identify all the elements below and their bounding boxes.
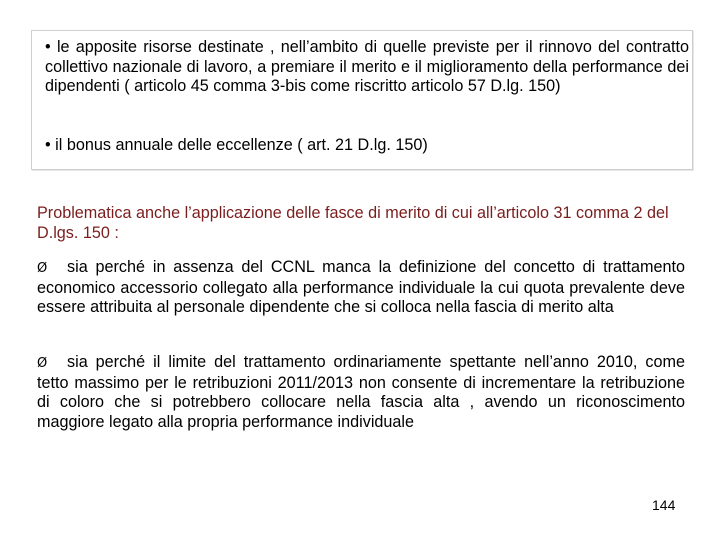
bullet-item-risorse (45, 38, 689, 97)
page-number: 144 (652, 497, 676, 513)
arrow-marker-icon: Ø (37, 356, 48, 371)
bullet-item-bonus (45, 136, 689, 156)
bullet-marker: • (45, 38, 51, 56)
bullet-marker: • (45, 136, 51, 154)
list-item-text: sia perché il limite del trattamento ordinariamente spettante nell’anno 2010, come tetto massimo per le retribuzioni 2011/2013 non consente di incrementare la retribuzione di coloro che si potrebbero collocare nella fascia alta , avendo un riconoscimento maggiore legato alla propria performance individuale (37, 353, 685, 431)
bullet-text: le apposite risorse destinate , nell’ambito di quelle previste per il rinnovo del contratto collettivo nazionale di lavoro, a premiare il merito e il miglioramento della performance dei dipendenti ( articolo 45 comma 3-bis come riscritto articolo 57 D.lg. 150) (45, 38, 689, 95)
arrow-marker-icon: Ø (37, 261, 48, 276)
arrow-list-item (37, 258, 685, 318)
list-item-text: sia perché in assenza del CCNL manca la definizione del concetto di trattamento economico accessorio collegato alla performance individuale la cui quota prevalente deve essere attribuita al personale dipendente che si colloca nella fascia di merito alta (37, 258, 685, 316)
bullet-text: il bonus annuale delle eccellenze ( art. 21 D.lg. 150) (55, 136, 428, 154)
arrow-list-item (37, 353, 685, 432)
section-heading: Problematica anche l’applicazione delle fasce di merito di cui all’articolo 31 comma 2 del D.lgs. 150 : (37, 204, 669, 242)
